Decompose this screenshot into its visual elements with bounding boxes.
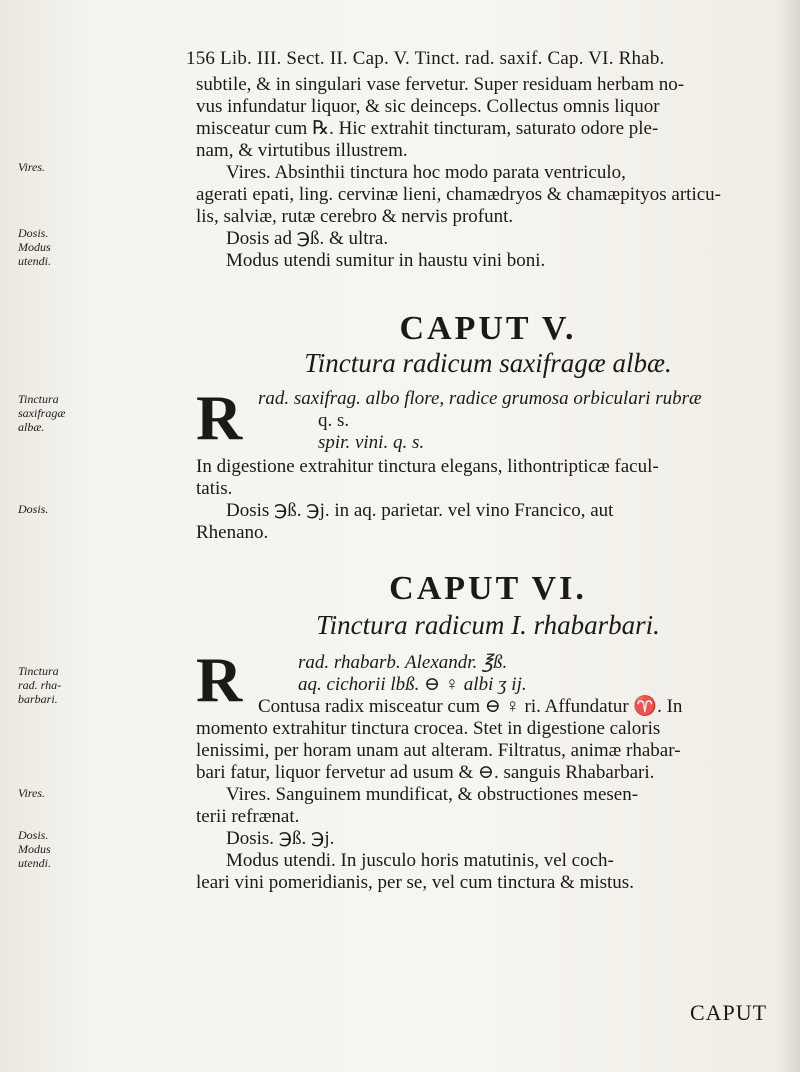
text-line: Modus utendi sumitur in haustu vini boni.	[226, 250, 546, 271]
text-line: Dosis ℈ß. ℈j. in aq. parietar. vel vino Francico, aut	[226, 500, 614, 521]
margin-line: Dosis.	[18, 226, 49, 240]
chapter-title: Tinctura radicum I. rhabarbari.	[316, 610, 660, 640]
chapter-heading: CAPUT V.	[399, 310, 577, 347]
chapter6-text	[196, 696, 780, 894]
text-line: momento extrahitur tinctura crocea. Stet in digestione caloris	[196, 718, 661, 739]
margin-line: utendi.	[18, 856, 51, 870]
text-line: tatis.	[196, 478, 233, 499]
margin-line: albæ.	[18, 420, 45, 434]
text-line: terii refrænat.	[196, 806, 300, 827]
text-line: vus infundatur liquor, & sic deinceps. Collectus omnis liquor	[196, 96, 660, 117]
margin-line: barbari.	[18, 692, 58, 706]
text-line: misceatur cum ℞. Hic extrahit tincturam, saturato odore ple-	[196, 118, 659, 139]
text-line: lenissimi, per horam unam aut alteram. Filtratus, animæ rhabar-	[196, 740, 681, 761]
text-line: Modus utendi. In jusculo horis matutinis, vel coch-	[226, 850, 614, 871]
chapter-title: Tinctura radicum saxifragæ albæ.	[304, 348, 672, 378]
text-line: subtile, & in singulari vase fervetur. Super residuam herbam no-	[196, 74, 685, 95]
margin-line: saxifragæ	[18, 406, 66, 420]
text-line: bari fatur, liquor fervetur ad usum & ⊖. sanguis Rhabarbari.	[196, 762, 655, 783]
page-fold-shadow	[778, 0, 800, 1072]
chapter-heading: CAPUT VI.	[389, 570, 587, 607]
margin-line: Modus	[18, 842, 51, 856]
text-line: Contusa radix misceatur cum ⊖ ♀ ri. Affundatur ♈. In	[258, 696, 683, 717]
recipe-line: rad. rhabarb. Alexandr. ℥ß.	[298, 652, 508, 673]
text-line: agerati epati, ling. cervinæ lieni, chamædryos & chamæpityos articu-	[196, 184, 721, 205]
margin-line: rad. rha-	[18, 678, 62, 692]
margin-line: Modus	[18, 240, 51, 254]
text-line: Dosis. ℈ß. ℈j.	[226, 828, 335, 849]
recipe-line: spir. vini. q. s.	[318, 432, 425, 453]
text-line: Rhenano.	[196, 522, 269, 543]
text-line: In digestione extrahitur tinctura elegans, lithontripticæ facul-	[196, 456, 659, 477]
intro-text	[196, 74, 780, 272]
margin-note-dosis: Dosis.	[18, 502, 49, 516]
text-line: leari vini pomeridianis, per se, vel cum tinctura & mistus.	[196, 872, 634, 893]
recipe-line: q. s.	[318, 410, 350, 431]
margin-note-vires: Vires.	[18, 786, 45, 800]
margin-note-tinctura	[18, 664, 118, 706]
margin-note-dosis-modus	[18, 828, 118, 870]
margin-line: Tinctura	[18, 664, 59, 678]
recipe-line: aq. cichorii lbß. ⊖ ♀ albi ʒ ij.	[298, 674, 527, 695]
drop-cap: R	[196, 382, 243, 453]
margin-note-vires: Vires.	[18, 160, 45, 174]
margin-note-dosis-modus	[18, 226, 118, 268]
chapter5-text	[196, 456, 780, 544]
text-line: Dosis ad ℈ß. & ultra.	[226, 228, 389, 249]
text-line: Vires. Sanguinem mundificat, & obstructiones mesen-	[226, 784, 639, 805]
recipe-block	[258, 652, 778, 696]
text-line: Vires. Absinthii tinctura hoc modo parata ventriculo,	[226, 162, 626, 183]
margin-line: Tinctura	[18, 392, 59, 406]
running-head: 156 Lib. III. Sect. II. Cap. V. Tinct. rad. saxif. Cap. VI. Rhab.	[186, 48, 665, 69]
catchword: CAPUT	[690, 1000, 768, 1025]
text-line: lis, salviæ, rutæ cerebro & nervis profunt.	[196, 206, 514, 227]
drop-cap: R	[196, 644, 243, 715]
margin-line: Dosis.	[18, 828, 49, 842]
text-line: nam, & virtutibus illustrem.	[196, 140, 408, 161]
margin-note-tinctura	[18, 392, 118, 434]
recipe-line: rad. saxifrag. albo flore, radice grumosa orbiculari rubræ	[258, 388, 702, 409]
margin-line: utendi.	[18, 254, 51, 268]
recipe-block	[258, 388, 778, 454]
